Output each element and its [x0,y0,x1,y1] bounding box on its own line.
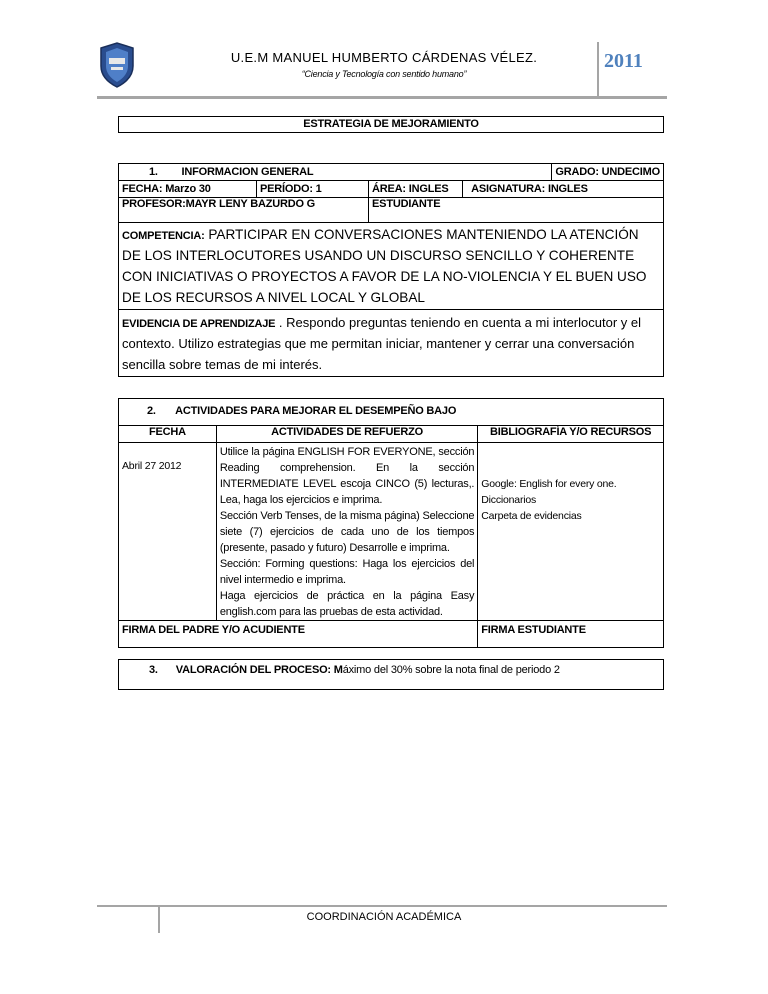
estudiante-field[interactable] [369,198,664,223]
grado-cell [552,164,664,181]
resource-item: Diccionarios [481,494,537,506]
activity-item: Sección Verb Tenses, de la misma página) Seleccione siete (7) ejercicios de cada uno de los tiempos (presente, pasado y futuro) Desarrolle e imprima. [219,510,475,554]
activities-table [118,398,664,648]
header-divider [97,96,667,99]
col-actividades-header: ACTIVIDADES DE REFUERZO [216,426,477,443]
estudiante-label: ESTUDIANTE [372,198,441,210]
footer-text: COORDINACIÓN ACADÉMICA [306,911,462,923]
activity-item: Utilice la página ENGLISH FOR EVERYONE, sección Reading comprehension. En la sección INTERMEDIATE LEVEL escoja CINCO (5) lecturas,. Lea, haga los ejercicios e imprima. [219,446,475,506]
activity-item: Haga ejercicios de práctica en la página Easy english.com para las pruebas de esta actividad. [219,590,475,618]
evidencia-text: . Respondo preguntas teniendo en cuenta a mi interlocutor y el contexto. Utilizo estrategias que me permitan iniciar, mantener y cerrar una conversación sencilla sobre temas de mi interés. [122,315,641,372]
section3-heading: VALORACIÓN DEL PROCESO: M [175,664,343,676]
evidencia-label: EVIDENCIA DE APRENDIZAJE [122,318,276,330]
area-label: ÁREA: INGLES [369,181,463,198]
section3-number: 3. [149,664,158,676]
resources-list [478,443,664,621]
resource-item: Google: English for every one. [481,478,617,490]
competencia-text: PARTICIPAR EN CONVERSACIONES MANTENIENDO LA ATENCIÓN DE LOS INTERLOCUTORES USANDO UN DISCURSO SENCILLO Y COHERENTE CON INICIATIVAS O PROYECTOS A FAVOR DE LA NO-VIOLENCIA Y EL BUEN USO DE LOS RECURSOS A NIVEL LOCAL Y GLOBAL [122,227,647,305]
section1-heading: INFORMACION GENERAL [181,166,314,178]
strategy-title: ESTRATEGIA DE MEJORAMIENTO [118,116,664,133]
section1-number: 1. [149,166,158,178]
competencia-label: COMPETENCIA: [122,230,205,242]
footer-divider [97,905,667,907]
asignatura-label: ASIGNATURA: INGLES [463,181,664,198]
fecha-label: FECHA: Marzo 30 [119,181,257,198]
general-info-table [118,163,664,377]
col-fecha-header: FECHA [119,426,217,443]
school-name: U.E.M MANUEL HUMBERTO CÁRDENAS VÉLEZ. [230,50,538,65]
activity-item: Sección: Forming questions: Haga los ejercicios del nivel intermedio e imprima. [219,558,475,586]
section2-heading: ACTIVIDADES PARA MEJORAR EL DESEMPEÑO BAJO [175,405,457,417]
school-motto: “Ciencia y Tecnología con sentido humano” [301,69,467,79]
header-divider-vertical [597,42,599,98]
section1-heading-cell [119,164,552,181]
header-year: 2011 [604,50,643,72]
valuation-box [118,659,664,690]
col-biblio-header: BIBLIOGRAFÍA Y/O RECURSOS [478,426,664,443]
firma-estudiante-field[interactable] [478,621,664,648]
school-shield-icon [98,42,136,88]
section2-heading-cell [119,399,664,426]
firma-padre-field[interactable] [119,621,478,648]
periodo-label: PERÍODO: 1 [257,181,369,198]
section2-number: 2. [147,405,156,417]
evidencia-cell [119,310,664,377]
activity-date: Abril 27 2012 [119,443,217,621]
section3-text: áximo del 30% sobre la nota final de periodo 2 [342,664,560,676]
firma-estudiante-label: FIRMA ESTUDIANTE [481,624,586,636]
profesor-label: PROFESOR:MAYR LENY BAZURDO G [119,198,369,223]
activities-list [216,443,477,621]
firma-padre-label: FIRMA DEL PADRE Y/O ACUDIENTE [122,624,305,636]
grado-label: GRADO: UNDECIMO [555,166,660,178]
resource-item: Carpeta de evidencias [481,510,582,522]
competencia-cell [119,223,664,310]
